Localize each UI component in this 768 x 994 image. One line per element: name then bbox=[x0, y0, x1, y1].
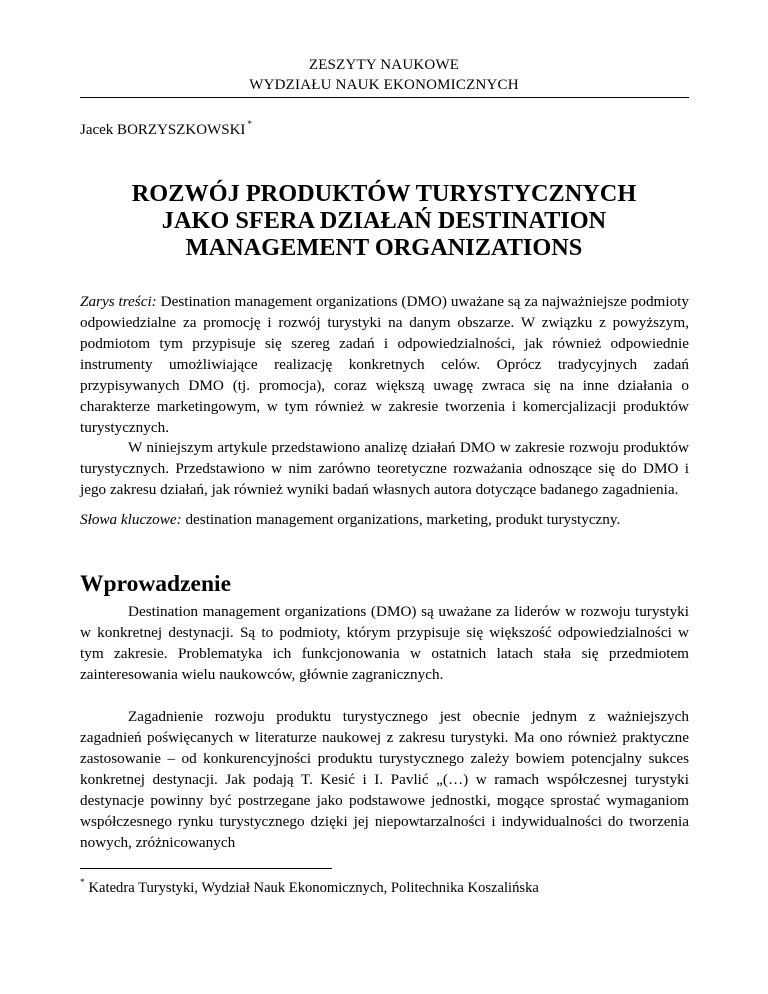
header-divider bbox=[80, 97, 689, 98]
footnote-divider bbox=[80, 868, 332, 869]
author-footnote-marker[interactable]: * bbox=[247, 119, 252, 129]
article-title-line-3: MANAGEMENT ORGANIZATIONS bbox=[185, 234, 583, 261]
journal-name-line-1: ZESZYTY NAUKOWE bbox=[308, 57, 460, 73]
section-heading: Wprowadzenie bbox=[80, 571, 232, 597]
abstract-paragraph-2: W niniejszym artykule przedstawiono analizę działań DMO w zakresie rozwoju produktów turystycznych. Przedstawiono w nim zarówno teoretyczne rozważania odnoszące się do DMO i jego zakresu działań, jak również wyniki badań własnych autora dotyczące badanego zagadnienia. bbox=[80, 439, 689, 498]
author-line bbox=[80, 114, 252, 140]
keywords-text: destination management organizations, marketing, produkt turystyczny. bbox=[185, 511, 621, 528]
article-title-line-2: JAKO SFERA DZIAŁAŃ DESTINATION bbox=[161, 207, 607, 234]
keywords bbox=[80, 509, 689, 530]
journal-name-line-2: WYDZIAŁU NAUK EKONOMICZNYCH bbox=[249, 77, 519, 93]
footnote-marker: * bbox=[80, 877, 85, 887]
author-name: Jacek BORZYSZKOWSKI bbox=[80, 122, 246, 138]
article-title bbox=[80, 180, 688, 261]
journal-header bbox=[80, 55, 688, 95]
keywords-label: Słowa kluczowe: bbox=[80, 511, 182, 528]
intro-paragraph-1: Destination management organizations (DMO) są uważane za liderów w rozwoju turystyki w konkretnej destynacji. Są to podmioty, którym przypisuje się większość odpowiedzialności w tym zakresie. Problematyka ich funkcjonowania w ostatnich latach stała się przedmiotem zainteresowania wielu naukowców, głównie zagranicznych. bbox=[80, 603, 689, 683]
intro-paragraph-2: Zagadnienie rozwoju produktu turystycznego jest obecnie jednym z ważniejszych zagadnień poświęcanych w literaturze naukowej z zakresu turystyki. Ma ono również praktyczne zastosowanie – od konkurencyjności produktu turystycznego zależy bowiem potencjalny sukces konkretnej destynacji. Jak podają T. Kesić i I. Pavlić „(…) w ramach współczesnej turystyki destynacje powinny być postrzegane jako podstawowe jednostki, mogące sprostać wymaganiom współczesnego rynku turystycznego dzięki jej niepowtarzalności i indywidualności do tworzenia nowych, zróżnicowanych bbox=[80, 708, 689, 851]
footnote bbox=[80, 872, 539, 898]
abstract-label: Zarys treści: bbox=[80, 293, 157, 310]
abstract-paragraph-1 bbox=[80, 291, 689, 438]
article-title-line-1: ROZWÓJ PRODUKTÓW TURYSTYCZNYCH bbox=[131, 180, 637, 207]
abstract-paragraph-1-text: Destination management organizations (DMO) uważane są za najważniejsze podmioty odpowiedzialne za promocję i rozwój turystyki na danym obszarze. W związku z powyższym, podmiotom tym przypisuje się szereg zadań i odpowiedzialności, jak również odpowiednie instrumenty umożliwiające realizację konkretnych celów. Oprócz tradycyjnych zadań przypisywanych DMO (tj. promocja), coraz większą uwagę zwraca się na inne działania o charakterze marketingowym, w tym również w zakresie tworzenia i komercjalizacji produktów turystycznych. bbox=[80, 293, 690, 436]
footnote-text: Katedra Turystyki, Wydział Nauk Ekonomicznych, Politechnika Koszalińska bbox=[88, 880, 539, 896]
